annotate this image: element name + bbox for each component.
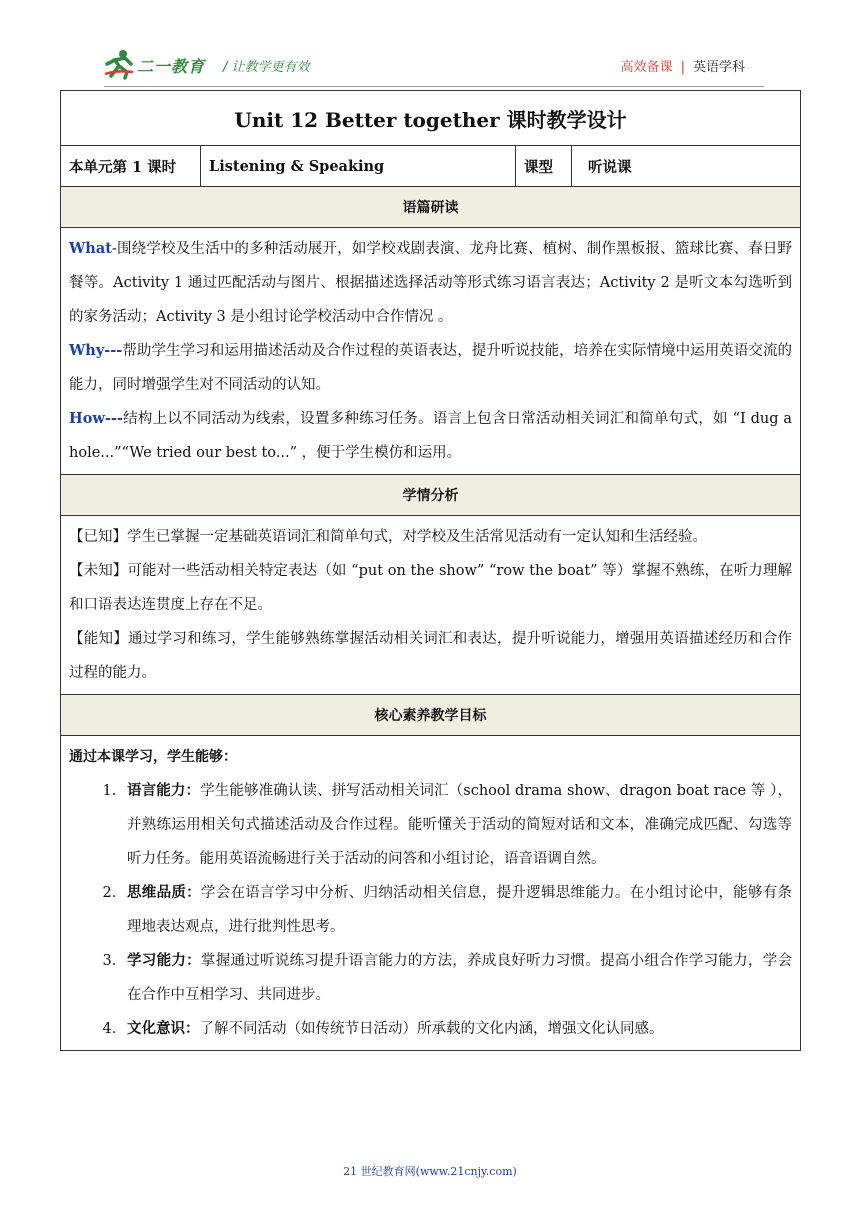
- section-heading-goals: 核心素养教学目标: [61, 695, 801, 736]
- goal-label: 文化意识：: [127, 1020, 200, 1037]
- how-text: 结构上以不同活动为线索，设置多种练习任务。语言上包含日常活动相关词汇和简单句式，如 “I dug a hole...”“We tried our best to...” ，便于学生模仿和运用。: [69, 411, 793, 461]
- header-label-subject: 英语学科: [692, 60, 745, 75]
- info-row: [61, 146, 801, 187]
- doc-title: Unit 12 Better together 课时教学设计: [61, 91, 801, 146]
- goal-text: 了解不同活动（如传统节日活动）所承载的文化内涵，增强文化认同感。: [199, 1021, 664, 1037]
- lesson-type-value: 听说课: [572, 146, 801, 187]
- learner-content: [61, 516, 801, 695]
- goal-label: 思维品质：: [127, 884, 201, 901]
- lesson-topic: Listening & Speaking: [201, 146, 516, 187]
- how-paragraph: [69, 402, 792, 470]
- page-header: [103, 46, 763, 86]
- goal-item: [121, 774, 792, 876]
- why-keyword: Why---: [69, 342, 123, 359]
- goals-intro: 通过本课学习，学生能够：: [69, 749, 237, 765]
- goal-item: [121, 944, 792, 1012]
- lesson-number: 本单元第 1 课时: [61, 146, 201, 187]
- why-paragraph: [69, 334, 792, 402]
- unknown-paragraph: 【未知】可能对一些活动相关特定表达（如 “put on the show” “row the boat” 等）掌握不熟练，在听力理解和口语表达连贯度上存在不足。: [69, 563, 793, 613]
- what-paragraph: [69, 232, 792, 334]
- known-paragraph: 【已知】学生已掌握一定基础英语词汇和简单句式，对学校及生活常见活动有一定认知和生活经验。: [69, 529, 707, 545]
- able-paragraph: 【能知】通过学习和练习，学生能够熟练掌握活动相关词汇和表达，提升听说能力，增强用英语描述经历和合作过程的能力。: [69, 631, 793, 681]
- goal-text: 学生能够准确认读、拼写活动相关词汇（school drama show、dragon boat race 等 ），并熟练运用相关句式描述活动及合作过程。能听懂关于活动的简短对话和文本，准确完成匹配、勾选等听力任务。能用英语流畅进行关于活动的问答和小组讨论，语音语调自然。: [127, 783, 793, 867]
- header-separator: |: [680, 60, 685, 75]
- section-heading-learner: 学情分析: [61, 475, 801, 516]
- header-divider: [104, 86, 764, 87]
- goals-list: [69, 774, 792, 1046]
- lesson-design-table: [60, 90, 801, 1051]
- lesson-type-label: 课型: [516, 146, 572, 187]
- section-heading-text-study: 语篇研读: [61, 187, 801, 228]
- logo-text: 二一教育: [137, 57, 206, 76]
- header-label-prep: 高效备课: [620, 60, 673, 75]
- goals-content: [61, 736, 801, 1051]
- why-text: 帮助学生学习和运用描述活动及合作过程的英语表达，提升听说技能，培养在实际情境中运用英语交流的能力，同时增强学生对不同活动的认知。: [69, 343, 793, 393]
- text-study-content: [61, 228, 801, 475]
- header-slogan: / 让教学更有效: [223, 60, 310, 75]
- goal-item: [121, 876, 792, 944]
- goal-label: 学习能力：: [127, 952, 201, 969]
- goal-text: 掌握通过听说练习提升语言能力的方法，养成良好听力习惯。提高小组合作学习能力，学会在合作中互相学习、共同进步。: [127, 953, 793, 1003]
- how-keyword: How---: [69, 410, 123, 427]
- goal-item: [121, 1012, 792, 1046]
- goal-text: 学会在语言学习中分析、归纳活动相关信息，提升逻辑思维能力。在小组讨论中，能够有条理地表达观点，进行批判性思考。: [127, 885, 793, 935]
- what-keyword: What: [69, 240, 112, 257]
- what-text: -围绕学校及生活中的多种活动展开，如学校戏剧表演、龙舟比赛、植树、制作黑板报、篮球比赛、春日野餐等。Activity 1 通过匹配活动与图片、根据描述选择活动等形式练习语言表达；Activity 2 是听文本勾选听到的家务活动；Activity 3 是小组讨论学校活动中合作情况 。: [69, 241, 793, 325]
- header-right: [621, 56, 745, 75]
- goal-label: 语言能力：: [127, 782, 201, 799]
- page-footer: 21 世纪教育网(www.21cnjy.com): [343, 1165, 517, 1178]
